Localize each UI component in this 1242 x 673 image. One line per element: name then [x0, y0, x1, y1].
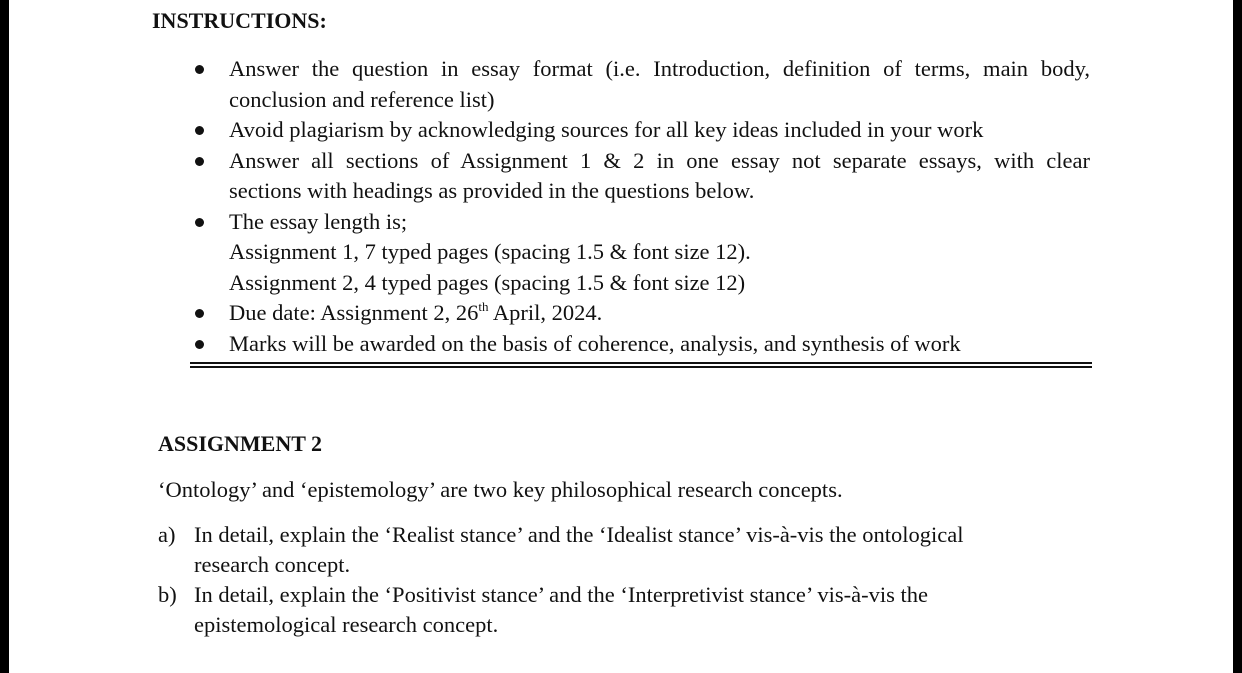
question-line: research concept.: [194, 552, 351, 577]
question-item-a: [9, 520, 1054, 580]
assignment-intro: ‘Ontology’ and ‘epistemology’ are two key philosophical research concepts.: [158, 477, 843, 502]
instruction-item-due-date: [9, 298, 1090, 329]
instruction-line: Avoid plagiarism by acknowledging sources for all key ideas included in your work: [229, 117, 984, 142]
instruction-line: The essay length is;: [229, 208, 408, 234]
assignment-heading: ASSIGNMENT 2: [158, 431, 323, 456]
bullet-icon: [195, 65, 204, 74]
instruction-line: Assignment 2, 4 typed pages (spacing 1.5 & font size 12): [229, 269, 746, 295]
bullet-icon: [195, 340, 204, 349]
instructions-list: [9, 54, 1233, 359]
document-page: [9, 0, 1233, 673]
question-letter: b): [158, 582, 177, 607]
question-line: In detail, explain the ‘Realist stance’ and the ‘Idealist stance’ vis-à-vis the ontological: [194, 522, 964, 547]
instruction-line: sections with headings as provided in the questions below.: [229, 178, 755, 203]
instruction-item-essay-length: [9, 207, 1090, 299]
question-line: In detail, explain the ‘Positivist stance’ and the ‘Interpretivist stance’ vis-à-vis the: [194, 582, 928, 607]
instruction-line: Assignment 1, 7 typed pages (spacing 1.5 & font size 12).: [229, 239, 751, 264]
instruction-item-one-essay: [9, 146, 1090, 207]
instruction-line: Answer all sections of Assignment 1 & 2 in one essay not separate essays, with clear: [229, 147, 1090, 173]
due-date-prefix: Due date: Assignment 2, 26: [229, 300, 479, 325]
double-rule-divider: [190, 362, 1092, 368]
bullet-icon: [195, 126, 204, 135]
instruction-item-plagiarism: [9, 115, 1090, 146]
question-letter: a): [158, 522, 176, 547]
bullet-icon: [195, 309, 204, 318]
question-list: [9, 520, 1054, 640]
instruction-line: conclusion and reference list): [229, 86, 495, 112]
question-item-b: [9, 580, 1054, 640]
instructions-heading: INSTRUCTIONS:: [152, 8, 327, 33]
instruction-line: [229, 298, 1090, 329]
bullet-icon: [195, 157, 204, 166]
due-date-suffix: April, 2024.: [488, 300, 603, 325]
instruction-item-essay-format: [9, 54, 1090, 115]
question-line: epistemological research concept.: [194, 612, 499, 637]
bullet-icon: [195, 218, 204, 227]
instruction-line: Marks will be awarded on the basis of coherence, analysis, and synthesis of work: [229, 330, 961, 356]
due-date-ordinal-suffix: th: [478, 299, 489, 314]
instruction-line: Answer the question in essay format (i.e. Introduction, definition of terms, main body,: [229, 56, 1090, 81]
instruction-item-marks: [9, 329, 1090, 360]
